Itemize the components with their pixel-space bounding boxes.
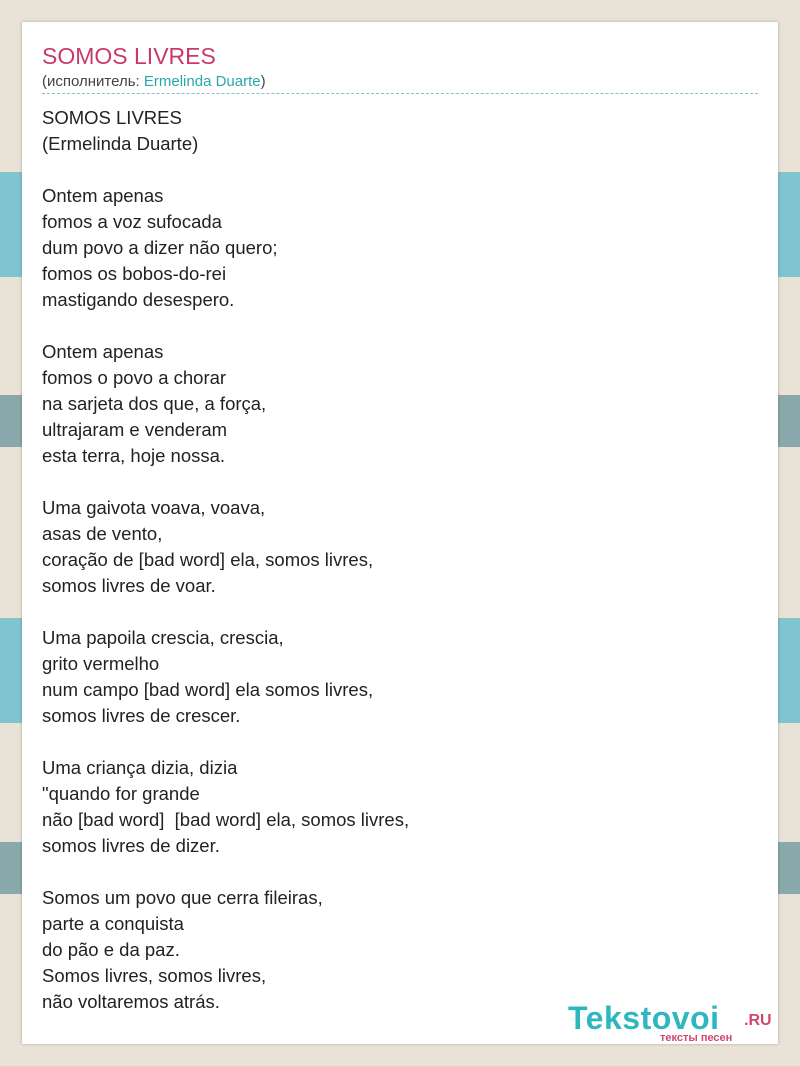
lyrics-line: não [bad word] [bad word] ela, somos livres, bbox=[42, 809, 410, 830]
lyrics-line: Somos um povo que cerra fileiras, bbox=[42, 887, 323, 908]
lyrics-line: coração de [bad word] ela, somos livres, bbox=[42, 549, 374, 570]
lyrics-blank-line bbox=[42, 157, 409, 183]
lyrics-line: não voltaremos atrás. bbox=[42, 991, 220, 1012]
lyrics-blank-line bbox=[42, 313, 409, 339]
lyrics-line: somos livres de crescer. bbox=[42, 705, 241, 726]
lyrics-line: fomos os bobos-do-rei bbox=[42, 263, 227, 284]
lyrics-blank-line bbox=[42, 469, 409, 495]
lyrics-line: esta terra, hoje nossa. bbox=[42, 445, 226, 466]
lyrics-blank-line bbox=[42, 729, 409, 755]
logo-name: Tekstovoi bbox=[568, 1000, 720, 1036]
lyrics-line: mastigando desespero. bbox=[42, 289, 235, 310]
lyrics-text bbox=[42, 105, 409, 1015]
site-logo[interactable] bbox=[568, 1000, 778, 1046]
song-performer: (исполнитель: Ermelinda Duarte) bbox=[42, 73, 266, 90]
lyrics-line: do pão e da paz. bbox=[42, 939, 180, 960]
lyrics-line: SOMOS LIVRES bbox=[42, 107, 182, 128]
lyrics-line: Ontem apenas bbox=[42, 341, 164, 362]
artist-link[interactable]: Ermelinda Duarte bbox=[143, 73, 261, 90]
lyrics-line: fomos o povo a chorar bbox=[42, 367, 227, 388]
lyrics-line: dum povo a dizer não quero; bbox=[42, 237, 278, 258]
lyrics-line: (Ermelinda Duarte) bbox=[42, 133, 199, 154]
lyrics-line: num campo [bad word] ela somos livres, bbox=[42, 679, 374, 700]
lyrics-line: Somos livres, somos livres, bbox=[42, 965, 267, 986]
lyrics-line: grito vermelho bbox=[42, 653, 160, 674]
lyrics-line: Ontem apenas bbox=[42, 185, 164, 206]
lyrics-line: Uma papoila crescia, crescia, bbox=[42, 627, 284, 648]
lyrics-line: na sarjeta dos que, a força, bbox=[42, 393, 267, 414]
lyrics-line: Uma gaivota voava, voava, bbox=[42, 497, 266, 518]
lyrics-line: asas de vento, bbox=[42, 523, 163, 544]
lyrics-card bbox=[22, 22, 778, 1044]
lyrics-blank-line bbox=[42, 859, 409, 885]
divider bbox=[42, 93, 758, 94]
lyrics-line: fomos a voz sufocada bbox=[42, 211, 222, 232]
lyrics-blank-line bbox=[42, 599, 409, 625]
lyrics-line: Uma criança dizia, dizia bbox=[42, 757, 238, 778]
performer-label: исполнитель: bbox=[47, 73, 140, 90]
lyrics-line: "quando for grande bbox=[42, 783, 200, 804]
song-title: SOMOS LIVRES bbox=[42, 43, 216, 69]
lyrics-line: parte a conquista bbox=[42, 913, 184, 934]
lyrics-line: somos livres de voar. bbox=[42, 575, 216, 596]
lyrics-line: somos livres de dizer. bbox=[42, 835, 220, 856]
logo-domain: .RU bbox=[744, 1012, 772, 1029]
logo-tagline: тексты песен bbox=[660, 1032, 733, 1044]
lyrics-line: ultrajaram e venderam bbox=[42, 419, 228, 440]
